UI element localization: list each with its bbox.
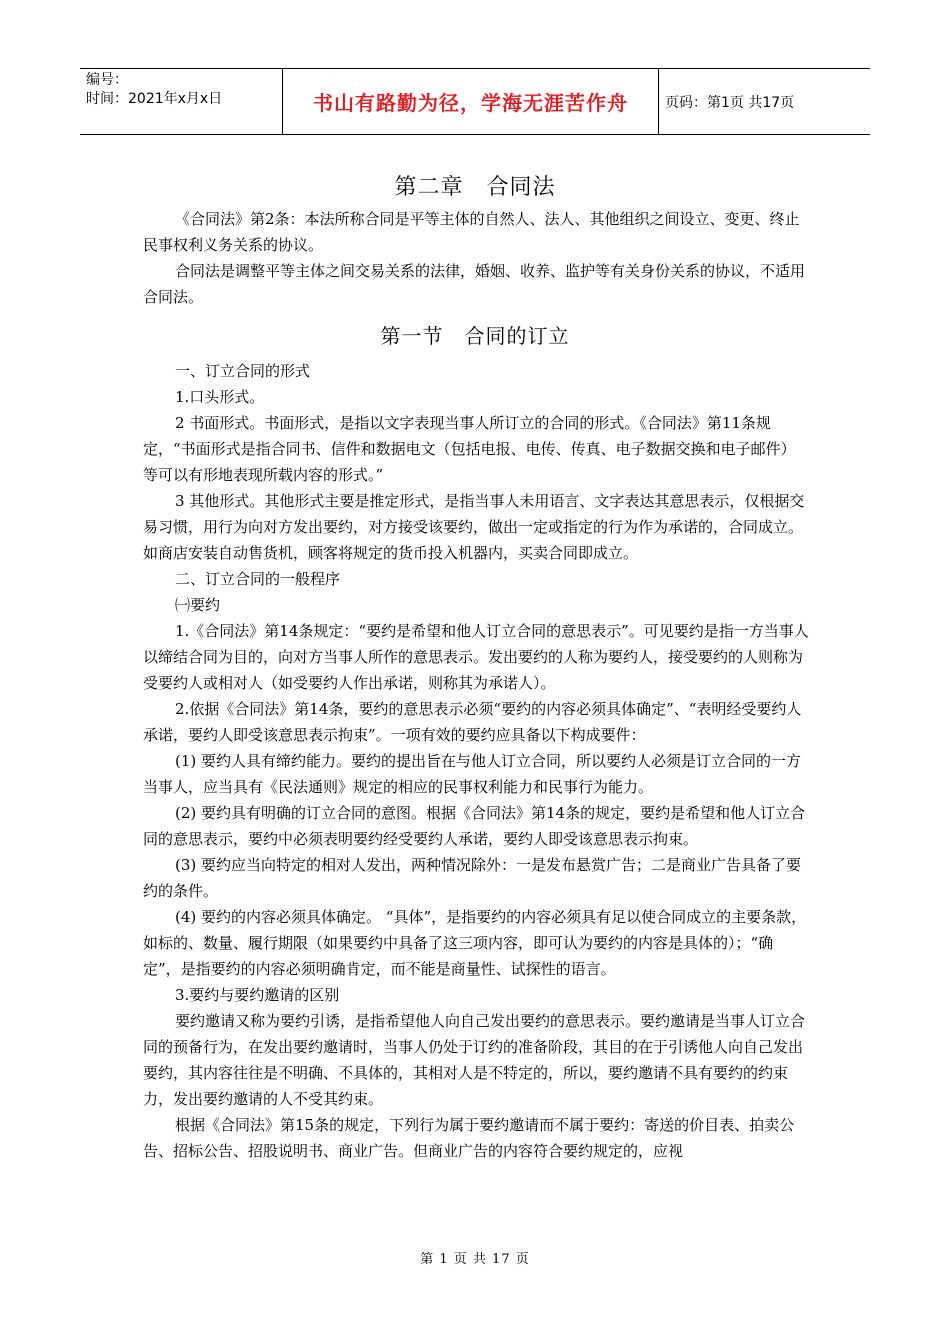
subheading: 一、订立合同的形式 — [175, 362, 311, 380]
paragraph: 1.口头形式。 — [175, 388, 265, 406]
intro-paragraph: 《合同法》第2条：本法所称合同是平等主体的自然人、法人、其他组织之间设立、变更、终止民事权利义务关系的协议。 — [143, 210, 800, 254]
paragraph: 2 书面形式。书面形式，是指以文字表现当事人所订立的合同的形式。《合同法》第11条规定，“书面形式是指合同书、信件和数据电文（包括电报、电传、传真、电子数据交换和电子邮件）等可以有形地表现所载内容的形式。” — [143, 414, 796, 484]
condition-item: (2) 要约具有明确的订立合同的意图。根据《合同法》第14条的规定，要约是希望和他人订立合同的意思表示，要约中必须表明要约经受要约人承诺，要约人即受该意思表示拘束。 — [143, 804, 806, 848]
intro-block — [143, 206, 810, 310]
subheading: 二、订立合同的一般程序 — [175, 570, 341, 588]
header-motto: 书山有路勤为径，学海无涯苦作舟 — [283, 69, 659, 134]
section-body — [143, 358, 810, 1164]
paragraph: 3 其他形式。其他形式主要是推定形式，是指当事人未用语言、文字表达其意思表示，仅根据交易习惯，用行为向对方发出要约，对方接受该要约，做出一定或指定的行为作为承诺的，合同成立。如商店安装自动售货机，顾客将规定的货币投入机器内，买卖合同即成立。 — [143, 492, 805, 562]
condition-item: (3) 要约应当向特定的相对人发出，两种情况除外：一是发布悬赏广告；二是商业广告具备了要约的条件。 — [143, 856, 802, 900]
paragraph: ㈠要约 — [175, 596, 221, 614]
condition-item: (4) 要约的内容必须具体确定。 “具体”，是指要约的内容必须具有足以使合同成立的主要条款，如标的、数量、履行期限（如果要约中具备了这三项内容，即可认为要约的内容是具体的）；“确定”，是指要约的内容必须明确肯定，而不能是商量性、试探性的语言。 — [143, 908, 807, 978]
paragraph: 1.《合同法》第14条规定：“要约是希望和他人订立合同的意思表示”。可见要约是指一方当事人以缔结合同为目的，向对方当事人所作的意思表示。发出要约的人称为要约人，接受要约的人则称为受要约人或相对人（如受要约人作出承诺，则称其为承诺人）。 — [143, 622, 809, 692]
section-title: 第一节 合同的订立 — [380, 324, 570, 348]
time-label: 时间：2021年x月x日 — [86, 91, 223, 107]
header-page-info: 页码：第1页 共17页 — [665, 94, 795, 111]
header-table — [80, 68, 870, 135]
paragraph: 要约邀请又称为要约引诱，是指希望他人向自己发出要约的意思表示。要约邀请是当事人订立合同的预备行为，在发出要约邀请时，当事人仍处于订约的准备阶段，其目的在于引诱他人向自己发出要约，其内容往往是不明确、不具体的，其相对人是不特定的，所以，要约邀请不具有要约的约束力，发出要约邀请的人不受其约束。 — [143, 1012, 806, 1108]
paragraph: 3.要约与要约邀请的区别 — [175, 986, 340, 1004]
header-meta — [80, 69, 283, 134]
chapter-title: 第二章 合同法 — [394, 175, 556, 200]
paragraph: 2.依据《合同法》第14条，要约的意思表示必须“要约的内容必须具体确定”、“表明经受要约人承诺，要约人即受该意思表示拘束”。一项有效的要约应具备以下构成要件： — [143, 700, 802, 744]
intro-paragraph: 合同法是调整平等主体之间交易关系的法律，婚姻、收养、监护等有关身份关系的协议，不适用合同法。 — [143, 262, 806, 306]
page-footer: 第 1 页 共 17 页 — [420, 1252, 530, 1267]
number-label: 编号： — [86, 72, 128, 88]
condition-item: (1) 要约人具有缔约能力。要约的提出旨在与他人订立合同，所以要约人必须是订立合同的一方当事人，应当具有《民法通则》规定的相应的民事权利能力和民事行为能力。 — [143, 752, 802, 796]
paragraph: 根据《合同法》第15条的规定，下列行为属于要约邀请而不属于要约：寄送的价目表、拍卖公告、招标公告、招股说明书、商业广告。但商业广告的内容符合要约规定的，应视 — [143, 1116, 795, 1160]
